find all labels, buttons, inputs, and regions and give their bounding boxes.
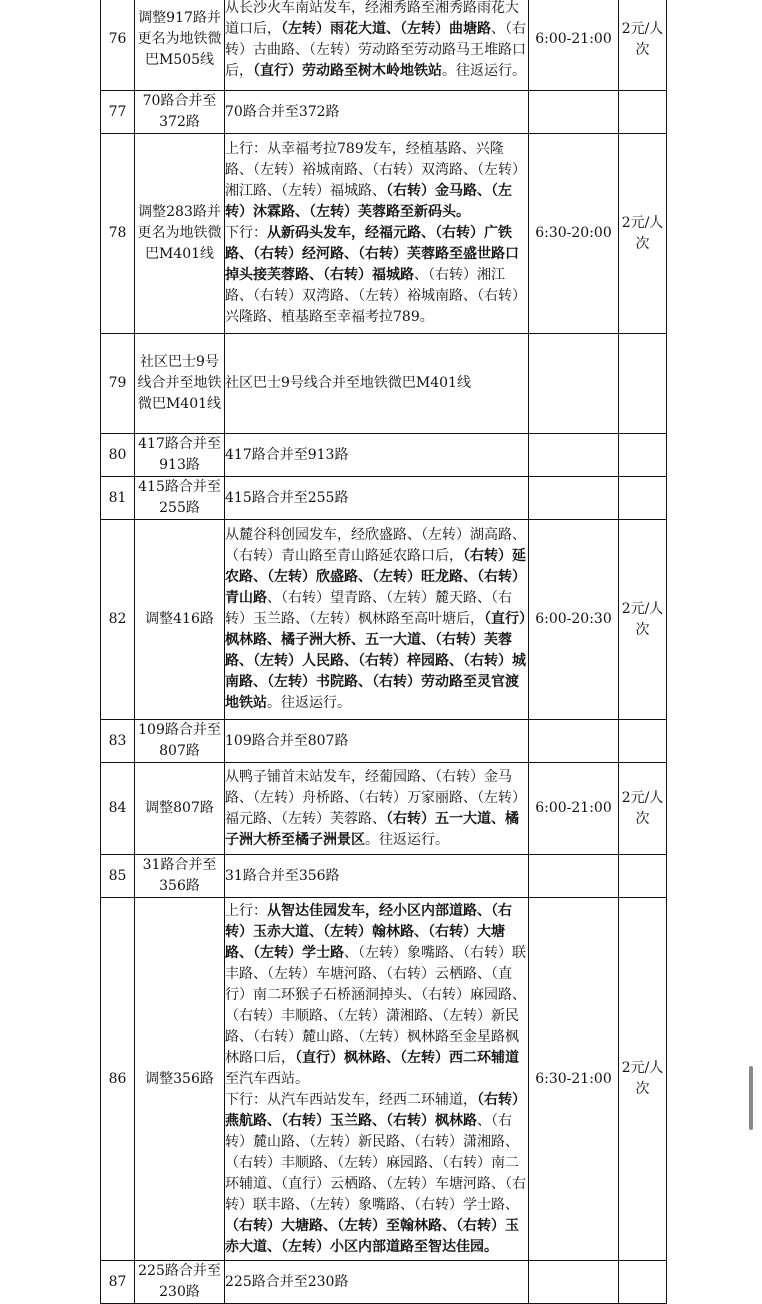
route-description bbox=[225, 520, 529, 720]
description-segment: 社区巴士9号线合并至地铁微巴M401线 bbox=[225, 375, 471, 391]
scrollbar-thumb[interactable] bbox=[749, 1066, 753, 1130]
route-name: 225路合并至230路 bbox=[135, 1261, 225, 1304]
description-segment: 下行： bbox=[225, 225, 267, 241]
row-number: 77 bbox=[101, 91, 135, 134]
service-hours bbox=[529, 434, 619, 477]
service-hours bbox=[529, 334, 619, 434]
description-segment-bold: （右转）五一大道、橘子洲大桥至橘子洲景区 bbox=[225, 810, 519, 848]
service-hours: 6:00-20:30 bbox=[529, 520, 619, 720]
service-hours: 6:30-21:00 bbox=[529, 898, 619, 1261]
route-name: 调整356路 bbox=[135, 898, 225, 1261]
description-segment: 415路合并至255路 bbox=[225, 489, 349, 506]
service-hours bbox=[529, 855, 619, 898]
table-body bbox=[101, 0, 667, 1304]
row-number: 79 bbox=[101, 334, 135, 434]
description-segment: 至汽车西站。 bbox=[225, 1070, 309, 1087]
description-segment: 。往返运行。 bbox=[442, 62, 526, 79]
route-description bbox=[225, 855, 529, 898]
row-number: 80 bbox=[101, 434, 135, 477]
route-description bbox=[225, 0, 529, 91]
description-segment-bold: （右转）燕航路、（右转）玉兰路、（右转）枫林路 bbox=[225, 1091, 526, 1129]
row-number: 83 bbox=[101, 720, 135, 763]
fare: 2元/人次 bbox=[619, 0, 667, 91]
table-row bbox=[101, 855, 667, 898]
description-segment-bold: 从新码头发车，经福元路、（右转）广铁路、（右转）经河路、（右转）芙蓉路至盛世路口掉头接芙蓉路、（右转）福城路 bbox=[225, 225, 519, 283]
route-name: 31路合并至356路 bbox=[135, 855, 225, 898]
route-description bbox=[225, 434, 529, 477]
route-description bbox=[225, 1261, 529, 1304]
route-description bbox=[225, 334, 529, 434]
row-number: 84 bbox=[101, 763, 135, 855]
description-segment: 、（左转）象嘴路、（右转）联丰路、（左转）车塘河路、（右转）云栖路、（直行）南二环猴子石桥涵洞掉头、（右转）麻园路、（右转）丰顺路、（左转）潇湘路、（左转）新民路、（右转）麓山路、（左转）枫林路至金星路枫林路口后， bbox=[225, 944, 526, 1066]
table-row bbox=[101, 520, 667, 720]
fare bbox=[619, 855, 667, 898]
route-description bbox=[225, 134, 529, 334]
table-row bbox=[101, 134, 667, 334]
description-segment: 、（右转）古曲路、（左转）劳动路至劳动路马王堆路口后， bbox=[225, 20, 526, 79]
description-segment: 、（右转）望青路、（左转）麓天路、（右转）玉兰路、（左转）枫林路至高叶塘后， bbox=[225, 590, 512, 627]
route-name: 417路合并至913路 bbox=[135, 434, 225, 477]
description-segment: 从鸭子铺首末站发车，经葡园路、（右转）金马路、（左转）舟桥路、（右转）万家丽路、（左转）福元路、（左转）芙蓉路、 bbox=[225, 768, 526, 827]
route-name: 调整807路 bbox=[135, 763, 225, 855]
fare bbox=[619, 477, 667, 520]
row-number: 86 bbox=[101, 898, 135, 1261]
description-segment: 。往返运行。 bbox=[267, 695, 351, 711]
table-row bbox=[101, 91, 667, 134]
route-name: 调整283路并更名为地铁微巴M401线 bbox=[135, 134, 225, 334]
description-segment: 上行：从幸福考拉789发车，经植基路、兴隆路、（左转）裕城南路、（右转）双湾路、（左转）湘江路、（左转）福城路、 bbox=[225, 141, 526, 199]
route-adjustment-table bbox=[100, 0, 667, 1304]
route-description bbox=[225, 763, 529, 855]
table-row bbox=[101, 434, 667, 477]
route-description bbox=[225, 477, 529, 520]
fare bbox=[619, 1261, 667, 1304]
service-hours bbox=[529, 477, 619, 520]
fare: 2元/人次 bbox=[619, 763, 667, 855]
description-segment-bold: （左转）雨花大道、（左转）曲塘路 bbox=[281, 20, 491, 37]
row-number: 87 bbox=[101, 1261, 135, 1304]
description-segment: 。往返运行。 bbox=[365, 831, 449, 848]
fare bbox=[619, 434, 667, 477]
route-name: 调整416路 bbox=[135, 520, 225, 720]
table-row bbox=[101, 1261, 667, 1304]
service-hours bbox=[529, 91, 619, 134]
description-segment-bold: 从智达佳园发车，经小区内部道路、（右转）玉赤大道、（左转）翰林路、（右转）大塘路、（左转）学士路 bbox=[225, 902, 512, 961]
row-number: 76 bbox=[101, 0, 135, 91]
description-segment: 上行： bbox=[225, 902, 267, 919]
description-segment-bold: （右转）金马路、（左转）沐霖路、（左转）芙蓉路至新码头。 bbox=[225, 183, 512, 220]
description-segment-bold: （右转）延农路、（左转）欣盛路、（左转）旺龙路、（右转）青山路 bbox=[225, 548, 526, 606]
table-row bbox=[101, 720, 667, 763]
row-number: 82 bbox=[101, 520, 135, 720]
table-row bbox=[101, 763, 667, 855]
route-description bbox=[225, 91, 529, 134]
description-segment: 、（右转）麓山路、（左转）新民路、（右转）潇湘路、（右转）丰顺路、（左转）麻园路、（右转）南二环辅道、（直行）云栖路、（左转）车塘河路、（右转）联丰路、（左转）象嘴路、（右转）学士路、 bbox=[225, 1112, 526, 1213]
table-row bbox=[101, 334, 667, 434]
row-number: 78 bbox=[101, 134, 135, 334]
row-number: 85 bbox=[101, 855, 135, 898]
service-hours bbox=[529, 720, 619, 763]
description-segment: 、（右转）湘江路、（右转）双湾路、（左转）裕城南路、（右转）兴隆路、植基路至幸福考拉789。 bbox=[225, 267, 526, 325]
fare: 2元/人次 bbox=[619, 898, 667, 1261]
row-number: 81 bbox=[101, 477, 135, 520]
description-segment-bold: （直行）枫林路、橘子洲大桥、五一大道、（右转）芙蓉路、（左转）人民路、（右转）梓园路、（右转）城南路、（左转）书院路、（右转）劳动路至灵官渡地铁站 bbox=[225, 611, 526, 711]
description-segment: 70路合并至372路 bbox=[225, 103, 340, 120]
route-name: 109路合并至807路 bbox=[135, 720, 225, 763]
description-segment: 417路合并至913路 bbox=[225, 446, 349, 463]
fare bbox=[619, 334, 667, 434]
table-row bbox=[101, 898, 667, 1261]
route-name: 70路合并至372路 bbox=[135, 91, 225, 134]
service-hours: 6:00-21:00 bbox=[529, 0, 619, 91]
route-description bbox=[225, 720, 529, 763]
route-description bbox=[225, 898, 529, 1261]
description-segment: 225路合并至230路 bbox=[225, 1273, 349, 1290]
description-segment: 31路合并至356路 bbox=[225, 867, 340, 884]
service-hours: 6:30-20:00 bbox=[529, 134, 619, 334]
table-row bbox=[101, 0, 667, 91]
description-segment-bold: （直行）枫林路、（左转）西二环辅道 bbox=[295, 1049, 519, 1066]
description-segment: 下行：从汽车西站发车，经西二环辅道， bbox=[225, 1091, 477, 1108]
fare bbox=[619, 720, 667, 763]
description-segment-bold: （直行）劳动路至树木岭地铁站 bbox=[253, 62, 442, 79]
description-segment: 109路合并至807路 bbox=[225, 732, 349, 749]
fare: 2元/人次 bbox=[619, 520, 667, 720]
fare: 2元/人次 bbox=[619, 134, 667, 334]
description-segment: 从长沙火车南站发车，经湘秀路至湘秀路雨花大道口后， bbox=[225, 0, 519, 37]
description-segment-bold: （右转）大塘路、（左转）至翰林路、（右转）玉赤大道、（左转）小区内部道路至智达佳园。 bbox=[225, 1217, 519, 1255]
service-hours: 6:00-21:00 bbox=[529, 763, 619, 855]
description-segment: 从麓谷科创园发车，经欣盛路、（左转）湖高路、（右转）青山路至青山路延农路口后， bbox=[225, 527, 526, 564]
service-hours bbox=[529, 1261, 619, 1304]
route-name: 调整917路并更名为地铁微巴M505线 bbox=[135, 0, 225, 91]
table-row bbox=[101, 477, 667, 520]
route-name: 社区巴士9号线合并至地铁微巴M401线 bbox=[135, 334, 225, 434]
fare bbox=[619, 91, 667, 134]
route-name: 415路合并至255路 bbox=[135, 477, 225, 520]
